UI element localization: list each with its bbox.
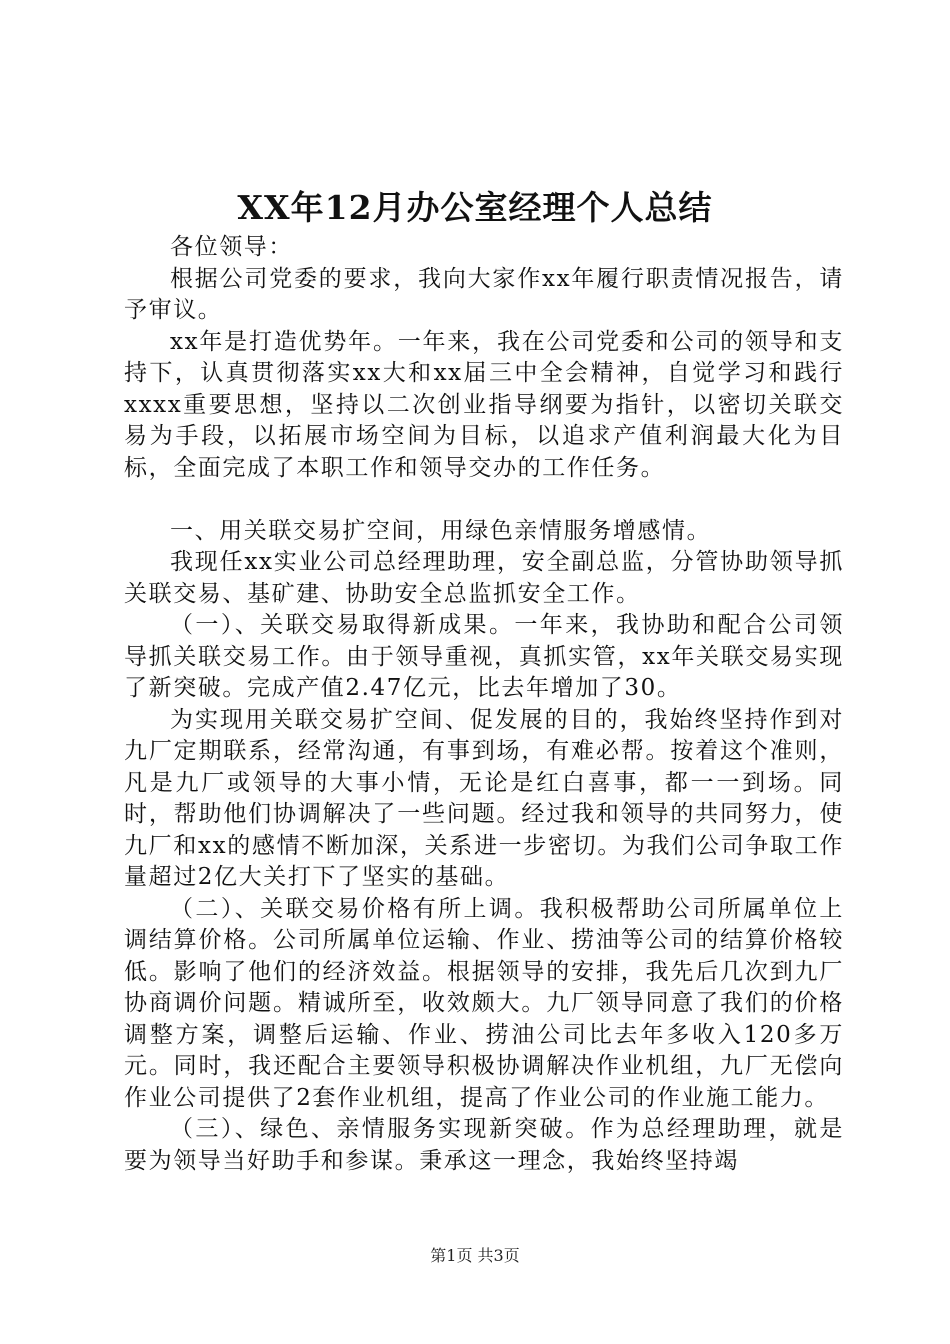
document-title: XX年12月办公室经理个人总结: [237, 188, 713, 227]
paragraph-item-3: （三）、绿色、亲情服务实现新突破。作为总经理助理，就是要为领导当好助手和参谋。秉承这一理念，我始终坚持竭: [124, 1116, 844, 1174]
paragraph-overview: xx年是打造优势年。一年来，我在公司党委和公司的领导和支持下，认真贯彻落实xx大和xx届三中全会精神，自觉学习和践行xxxx重要思想，坚持以二次创业指导纲要为指针，以密切关联交易为手段，以拓展市场空间为目标，以追求产值利润最大化为目标，全面完成了本职工作和领导交办的工作任务。: [124, 328, 844, 481]
document-body: [124, 232, 844, 1177]
paragraph-item-1: （一）、关联交易取得新成果。一年来，我协助和配合公司领导抓关联交易工作。由于领导重视，真抓实管，xx年关联交易实现了新突破。完成产值2.47亿元，比去年增加了30。: [124, 612, 844, 701]
page-footer: 第1页 共3页: [430, 1246, 520, 1265]
section-heading-1: 一、用关联交易扩空间，用绿色亲情服务增感情。: [170, 517, 712, 544]
paragraph-relations: 为实现用关联交易扩空间、促发展的目的，我始终坚持作到对九厂定期联系，经常沟通，有事到场，有难必帮。按着这个准则，凡是九厂或领导的大事小情，无论是红白喜事，都一一到场。同时，帮助他们协调解决了一些问题。经过我和领导的共同努力，使九厂和xx的感情不断加深，关系进一步密切。为我们公司争取工作量超过2亿大关打下了坚实的基础。: [124, 706, 844, 890]
paragraph-intro: 根据公司党委的要求，我向大家作xx年履行职责情况报告，请予审议。: [124, 265, 844, 323]
paragraph-salutation: 各位领导：: [170, 234, 293, 260]
paragraph-position: 我现任xx实业公司总经理助理，安全副总监，分管协助领导抓关联交易、基矿建、协助安全总监抓安全工作。: [124, 549, 844, 607]
paragraph-item-2: （二）、关联交易价格有所上调。我积极帮助公司所属单位上调结算价格。公司所属单位运输、作业、捞油等公司的结算价格较低。影响了他们的经济效益。根据领导的安排，我先后几次到九厂协商调价问题。精诚所至，收效颇大。九厂领导同意了我们的价格调整方案，调整后运输、作业、捞油公司比去年多收入120多万元。同时，我还配合主要领导积极协调解决作业机组，九厂无偿向作业公司提供了2套作业机组，提高了作业公司的作业施工能力。: [124, 895, 844, 1111]
